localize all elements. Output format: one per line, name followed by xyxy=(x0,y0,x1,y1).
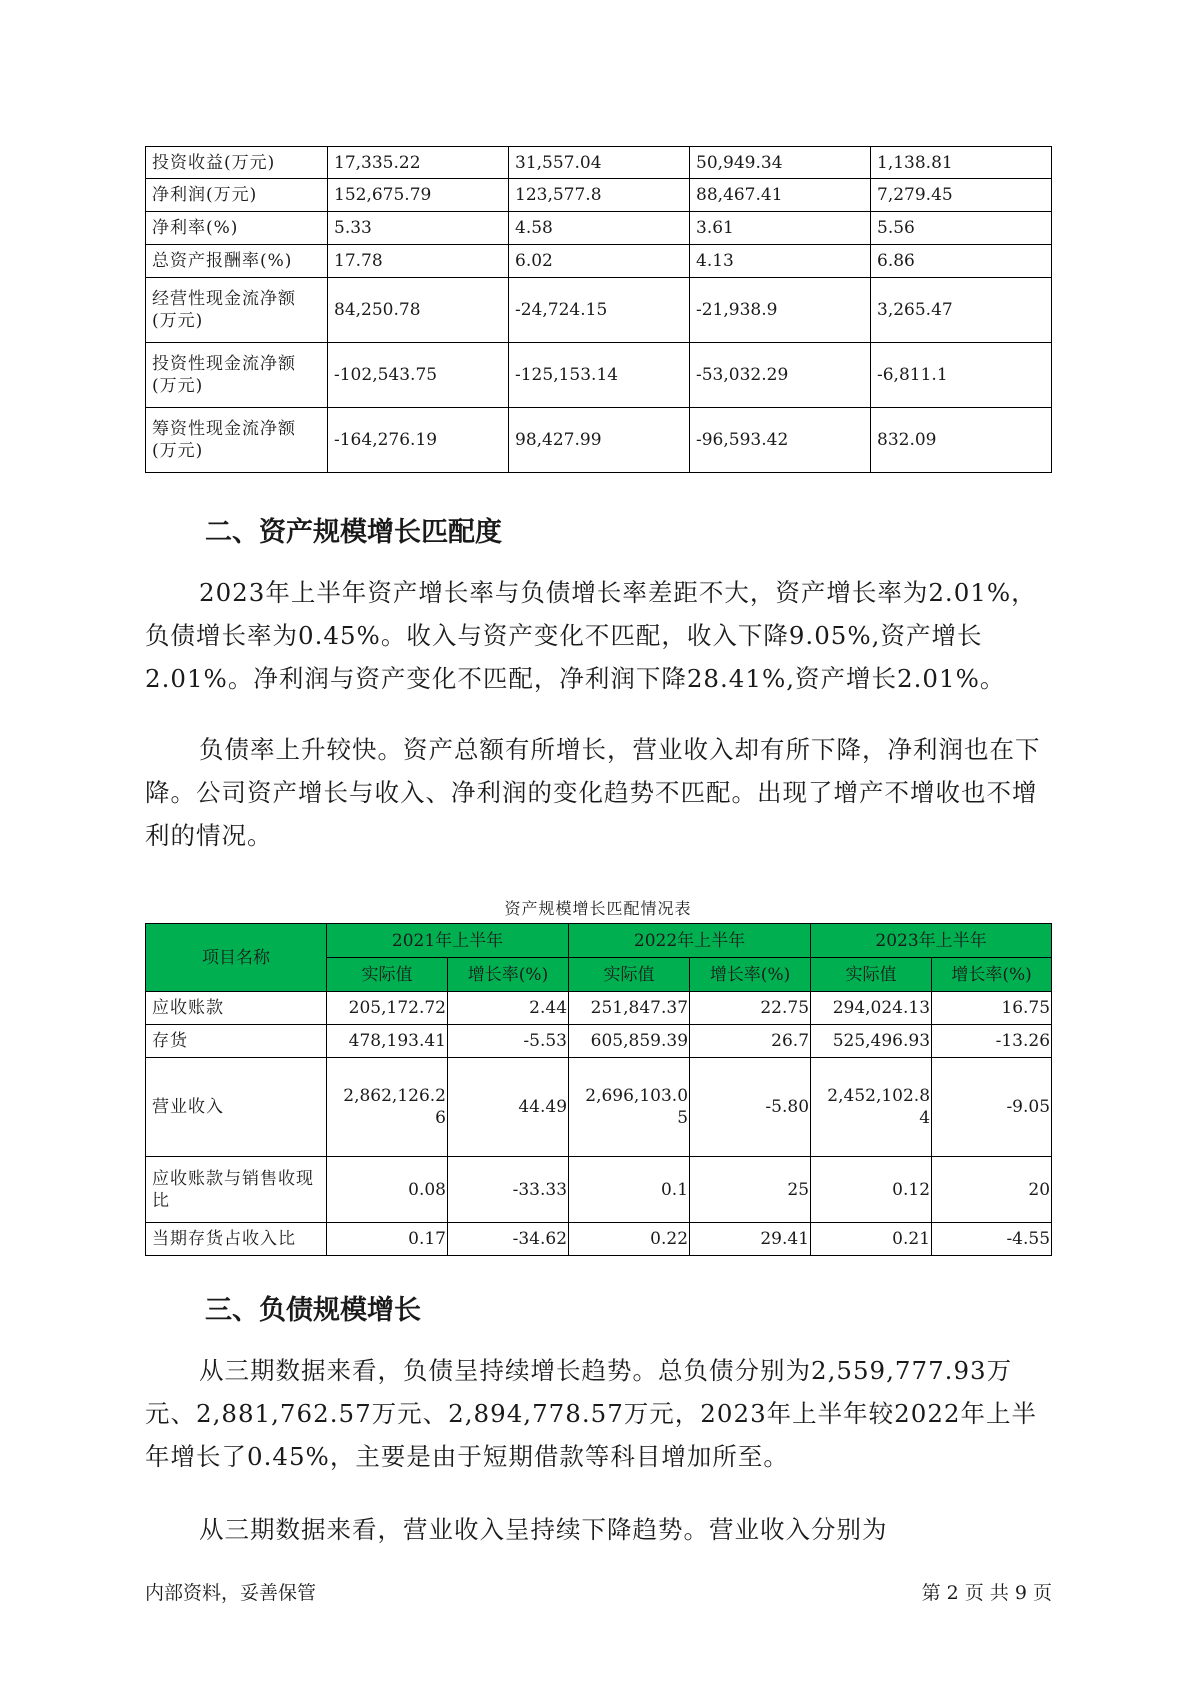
table-cell: 22.75 xyxy=(690,992,811,1025)
table-cell: -4.55 xyxy=(932,1223,1052,1256)
table-cell: 50,949.34 xyxy=(690,147,871,179)
row-label: 投资收益(万元) xyxy=(146,147,328,179)
row-label: 投资性现金流净额(万元) xyxy=(146,343,328,408)
table-row xyxy=(146,1223,1052,1256)
table-cell: 3.61 xyxy=(690,212,871,245)
table-cell: 44.49 xyxy=(448,1058,569,1157)
table-cell: -24,724.15 xyxy=(509,278,690,343)
table-cell: -9.05 xyxy=(932,1058,1052,1157)
table-cell: 0.1 xyxy=(569,1157,690,1223)
table-cell: -34.62 xyxy=(448,1223,569,1256)
footer-page-number: 第 2 页 共 9 页 xyxy=(921,1582,1052,1604)
table-cell: 29.41 xyxy=(690,1223,811,1256)
table-cell: 31,557.04 xyxy=(509,147,690,179)
column-header: 项目名称 xyxy=(146,924,327,992)
column-header: 实际值 xyxy=(569,958,690,992)
table-cell: 26.7 xyxy=(690,1025,811,1058)
row-label: 存货 xyxy=(146,1025,327,1058)
table-cell: 478,193.41 xyxy=(327,1025,448,1058)
table-cell: 0.08 xyxy=(327,1157,448,1223)
table-row xyxy=(146,992,1052,1025)
table-row xyxy=(146,179,1052,212)
asset-growth-match-table xyxy=(145,923,1052,1256)
table-cell: -96,593.42 xyxy=(690,408,871,473)
table-caption: 资产规模增长匹配情况表 xyxy=(504,899,692,918)
table-cell: -125,153.14 xyxy=(509,343,690,408)
table-cell: 17,335.22 xyxy=(328,147,509,179)
column-header: 实际值 xyxy=(811,958,932,992)
table-cell: 832.09 xyxy=(871,408,1052,473)
table-row xyxy=(146,147,1052,179)
table-row xyxy=(146,408,1052,473)
table-cell: 1,138.81 xyxy=(871,147,1052,179)
table-header-row xyxy=(146,924,1052,958)
table-cell: 98,427.99 xyxy=(509,408,690,473)
table-cell: 0.22 xyxy=(569,1223,690,1256)
table-cell: 251,847.37 xyxy=(569,992,690,1025)
table-row xyxy=(146,212,1052,245)
table-cell: 5.33 xyxy=(328,212,509,245)
table-cell: 16.75 xyxy=(932,992,1052,1025)
table-row xyxy=(146,245,1052,278)
row-label: 净利率(%) xyxy=(146,212,328,245)
table-cell: -5.53 xyxy=(448,1025,569,1058)
table-cell: 5.56 xyxy=(871,212,1052,245)
row-label: 筹资性现金流净额(万元) xyxy=(146,408,328,473)
table-cell: 84,250.78 xyxy=(328,278,509,343)
table-cell: 0.12 xyxy=(811,1157,932,1223)
column-header: 增长率(%) xyxy=(448,958,569,992)
table-cell: 20 xyxy=(932,1157,1052,1223)
table-cell: 2.44 xyxy=(448,992,569,1025)
table-cell: 605,859.39 xyxy=(569,1025,690,1058)
table-cell: 25 xyxy=(690,1157,811,1223)
table-cell: 205,172.72 xyxy=(327,992,448,1025)
table-cell: -102,543.75 xyxy=(328,343,509,408)
table-cell: -53,032.29 xyxy=(690,343,871,408)
row-label: 经营性现金流净额(万元) xyxy=(146,278,328,343)
table-cell: 4.58 xyxy=(509,212,690,245)
row-label: 应收账款 xyxy=(146,992,327,1025)
table-cell: 6.02 xyxy=(509,245,690,278)
table-row xyxy=(146,1025,1052,1058)
footer-confidential-note: 内部资料，妥善保管 xyxy=(145,1582,317,1604)
paragraph: 负债率上升较快。资产总额有所增长，营业收入却有所下降，净利润也在下降。公司资产增长与收入、净利润的变化趋势不匹配。出现了增产不增收也不增利的情况。 xyxy=(145,735,1041,850)
table-cell: 123,577.8 xyxy=(509,179,690,212)
column-header: 2021年上半年 xyxy=(327,924,569,958)
table-cell: 2,862,126.26 xyxy=(327,1058,448,1157)
table-cell: -5.80 xyxy=(690,1058,811,1157)
table-cell: -13.26 xyxy=(932,1025,1052,1058)
table-cell: 0.21 xyxy=(811,1223,932,1256)
table-cell: -33.33 xyxy=(448,1157,569,1223)
table-cell: -164,276.19 xyxy=(328,408,509,473)
table-cell: 3,265.47 xyxy=(871,278,1052,343)
table-cell: 4.13 xyxy=(690,245,871,278)
table-cell: 525,496.93 xyxy=(811,1025,932,1058)
section-heading: 二、资产规模增长匹配度 xyxy=(205,517,502,548)
table-cell: -6,811.1 xyxy=(871,343,1052,408)
table-cell: 0.17 xyxy=(327,1223,448,1256)
table-cell: 88,467.41 xyxy=(690,179,871,212)
paragraph: 从三期数据来看，营业收入呈持续下降趋势。营业收入分别为 xyxy=(199,1515,888,1544)
section-heading: 三、负债规模增长 xyxy=(205,1295,421,1326)
column-header: 增长率(%) xyxy=(690,958,811,992)
table-cell: -21,938.9 xyxy=(690,278,871,343)
table-cell: 2,452,102.84 xyxy=(811,1058,932,1157)
financial-indicators-table xyxy=(145,146,1052,473)
row-label: 总资产报酬率(%) xyxy=(146,245,328,278)
row-label: 净利润(万元) xyxy=(146,179,328,212)
table-row xyxy=(146,1157,1052,1223)
row-label: 当期存货占收入比 xyxy=(146,1223,327,1256)
table-cell: 294,024.13 xyxy=(811,992,932,1025)
table-cell: 6.86 xyxy=(871,245,1052,278)
paragraph: 2023年上半年资产增长率与负债增长率差距不大，资产增长率为2.01%，负债增长率为0.45%。收入与资产变化不匹配，收入下降9.05%,资产增长2.01%。净利润与资产变化不匹配，净利润下降28.41%,资产增长2.01%。 xyxy=(145,578,1037,693)
table-row xyxy=(146,343,1052,408)
row-label: 营业收入 xyxy=(146,1058,327,1157)
row-label: 应收账款与销售收现比 xyxy=(146,1157,327,1223)
table-row xyxy=(146,1058,1052,1157)
column-header: 2022年上半年 xyxy=(569,924,811,958)
table-cell: 7,279.45 xyxy=(871,179,1052,212)
column-header: 2023年上半年 xyxy=(811,924,1052,958)
column-header: 增长率(%) xyxy=(932,958,1052,992)
paragraph: 从三期数据来看，负债呈持续增长趋势。总负债分别为2,559,777.93万元、2,881,762.57万元、2,894,778.57万元，2023年上半年较2022年上半年增长了0.45%，主要是由于短期借款等科目增加所至。 xyxy=(145,1356,1038,1471)
table-cell: 17.78 xyxy=(328,245,509,278)
table-cell: 152,675.79 xyxy=(328,179,509,212)
table-cell: 2,696,103.05 xyxy=(569,1058,690,1157)
column-header: 实际值 xyxy=(327,958,448,992)
table-row xyxy=(146,278,1052,343)
